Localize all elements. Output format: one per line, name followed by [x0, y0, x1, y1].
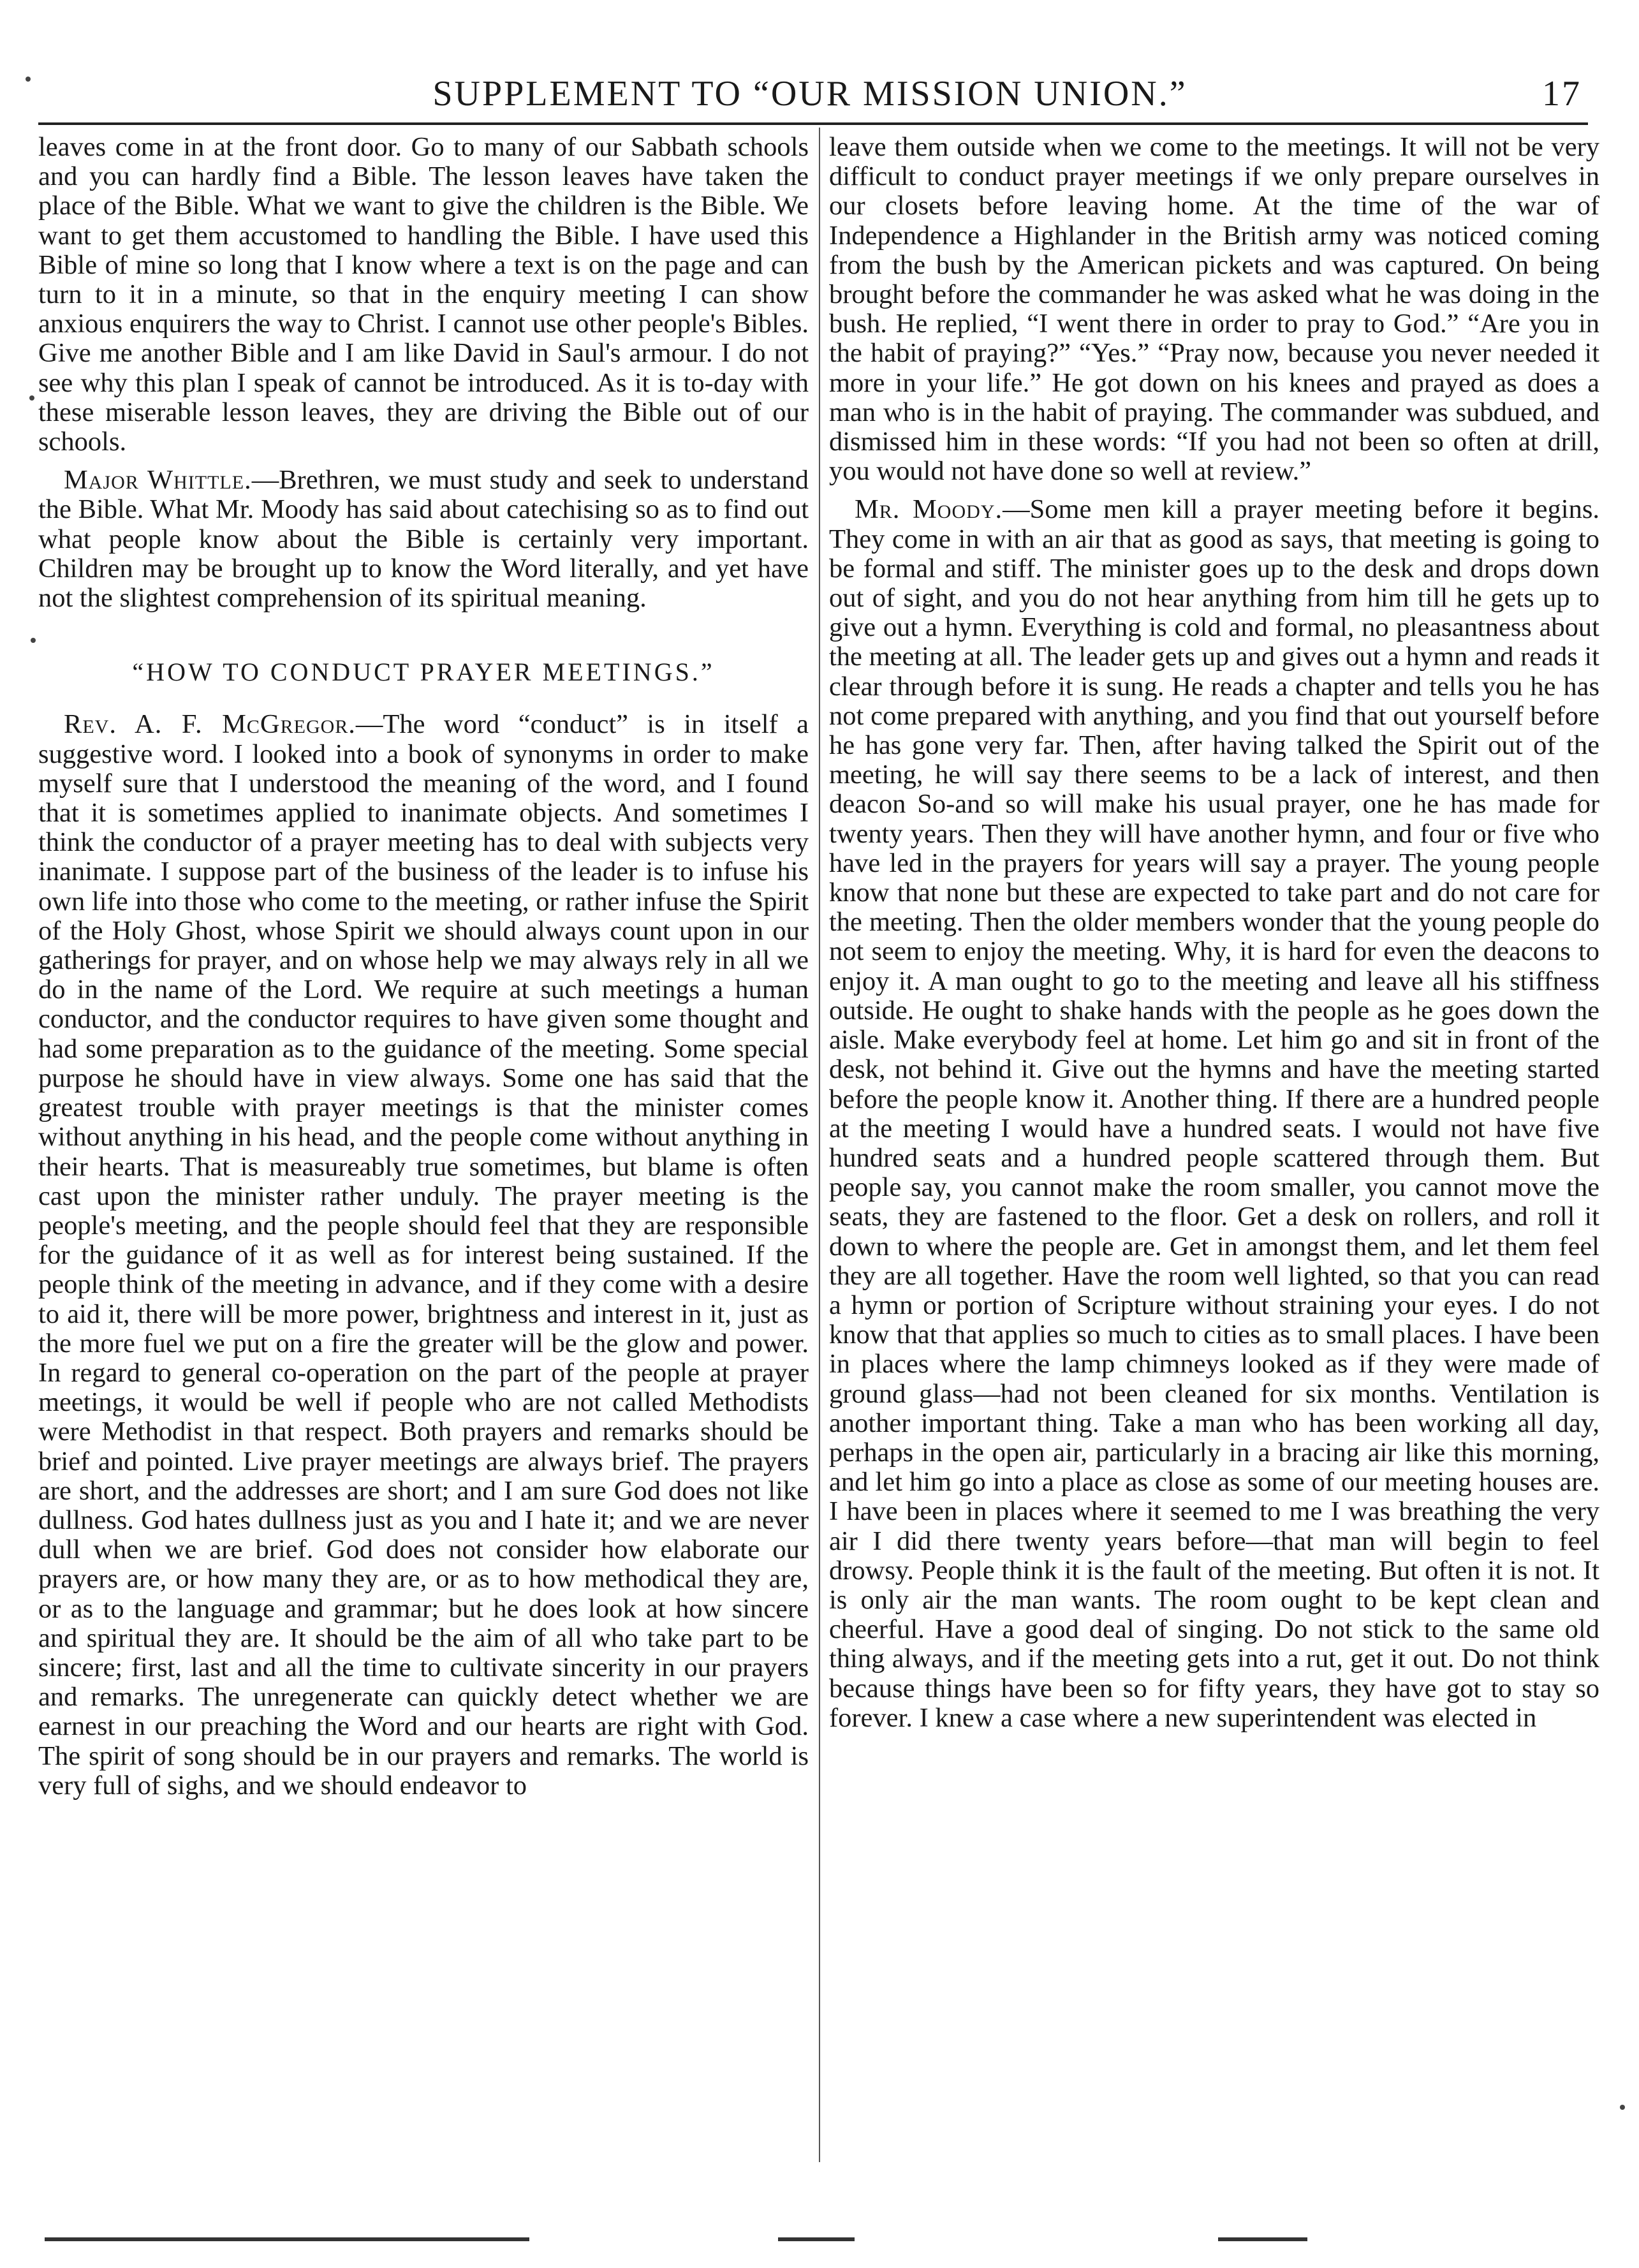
column-rule — [819, 128, 820, 2162]
page-number: 17 — [1542, 74, 1582, 114]
bottom-rule-segment — [1218, 2237, 1307, 2241]
section-heading: “HOW TO CONDUCT PRAYER MEETINGS.” — [132, 658, 715, 687]
bottom-edge-rules — [45, 2237, 1588, 2241]
right-paragraph-continued: leave them outside when we come to the meetings. It will not be very difficult to conduct prayer meetings if we only prepare ourselves in our closets before leaving home. At the time of the war of Independence a Highlander in the British army was noticed coming from the bush by the American pickets and was captured. On being brought before the commander he was asked what he was doing in the bush. He replied, “I went there in order to pray to God.” “Are you in the habit of praying?” “Yes.” “Pray now, because you never needed it more in your life.” He got down on his knees and prayed as does a man who is in the habit of praying. The commander was subdued, and dismissed him in these words: “If you had not been so often at drill, you would not have done so well at review.” — [829, 132, 1599, 487]
paragraph-text: —Some men kill a prayer meeting before it begins. They come in with an air that as good as says, that meeting is going to be formal and stiff. The minister goes up to the desk and drops down out of sight, and you do not hear anything from him till he gets up to give out a hymn. Everything is cold and formal, no pleasantness about the meeting at all. The leader gets up and gives out a hymn and reads it clear through before it is sung. He reads a chapter and tells you he has not come prepared with anything, and you find that out yourself before he has gone very far. Then, after having talked the Spirit out of the meeting, he will say there seems to be a lack of interest, and then deacon So-and so will make his usual prayer, one he has made for twenty years. Then they will have another hymn, and four or five who have led in the prayers for years will say a prayer. The young people know that none but these are expected to take part and do not care for the meeting. Then the older members wonder that the young people do not seem to enjoy the meeting. Why, it is hard for even the deacons to enjoy it. A man ought to go to the meeting and leave all his stiffness outside. He ought to shake hands with the people as he goes down the aisle. Make everybody feel at home. Let him go and sit in front of the desk, not behind it. Give out the hymns and have the meeting started before the people know it. Another thing. If there are a hundred people at the meeting I would have a hundred seats. I would not have five hundred seats and a hundred people scattered through them. But people say, you cannot make the room smaller, you cannot move the seats, they are fastened to the floor. Get a desk on rollers, and roll it down to where the people are. Get in amongst them, and let them feel they are all together. Have the room well lighted, so that you can read a hymn or portion of Scripture without straining your eyes. I do not know that that applies so much to cities as to small places. I have been in places where the lamp chimneys looked as if they were made of ground glass—had not been cleaned for six months. Ventilation is another important thing. Take a man who has been working all day, perhaps in the open air, particularly in a bracing air like this morning, and let him go into a place as close as some of our meeting houses are. I have been in places where it seemed to me I was breathing the very air I did there twenty years before—that man will begin to feel drowsy. People think it is the fault of the meeting. But often it is not. It is only air the man wants. The room ought to be kept clean and cheerful. Have a good deal of singing. Do not stick to the same old thing always, and if the meeting gets into a rut, get it out. Do not think because things have been so for fifty years, they have got to stay so forever. I knew a case where a new superintendent was elected in — [829, 494, 1599, 1733]
margin-speck — [31, 638, 36, 643]
running-title: SUPPLEMENT TO “OUR MISSION UNION.” — [432, 74, 1187, 114]
header-rule — [38, 122, 1588, 125]
paragraph-text: —The word “conduct” is in itself a suggestive word. I looked into a book of synonyms in order to make myself sure that I understood the meaning of the word, and I found that it is sometimes applied to inanimate objects. And sometimes I think the conductor of a prayer meeting has to deal with subjects very inanimate. I suppose part of the business of the leader is to infuse his own life into those who come to the meeting, or rather infuse the Spirit of the Holy Ghost, whose Spirit we should always count upon in our gatherings for prayer, and on whose help we may always rely in all we do in the name of the Lord. We require at such meetings a human conductor, and the conductor requires to have given some thought and had some preparation as to the guidance of the meeting. Some special purpose he should have in view always. Some one has said that the greatest trouble with prayer meetings is that the minister comes without anything in his head, and the people come without anything in their hearts. That is measureably true sometimes, but blame is often cast upon the minister rather unduly. The prayer meeting is the people's meeting, and the people should feel that they are responsible for the guidance of it as well as for interest being sustained. If the people think of the meeting in advance, and if they come with a desire to aid it, there will be more power, brightness and interest in it, just as the more fuel we put on a fire the greater will be the glow and power. In regard to general co-operation on the part of the people at prayer meetings, it would be well if people who are not called Methodists were Methodist in that respect. Both prayers and remarks should be brief and pointed. Live prayer meetings are always brief. The prayers are short, and the addresses are short; and I am sure God does not like dullness. God hates dullness just as you and I hate it; and we are never dull when we are brief. God does not consider how elaborate our prayers are, or how many they are, or as to how methodical they are, or as to the language and grammar; but he does look at how sincere and spiritual they are. It should be the aim of all who take part to be sincere; first, last and all the time to cultivate sincerity in our prayers and remarks. The unregenerate can quickly detect whether we are earnest in our preaching the Word and our hearts are right with God. The spirit of song should be in our prayers and remarks. The world is very full of sighs, and we should endeavor to — [38, 709, 809, 1800]
right-column — [829, 133, 1599, 2174]
right-paragraph-moody — [829, 495, 1599, 1733]
paragraph-text: —Brethren, we must study and seek to understand the Bible. What Mr. Moody has said about catechising so as to find out what people know about the Bible is certainly very important. Children may be brought up to know the Word literally, and yet have not the slightest comprehension of its spiritual meaning. — [38, 465, 809, 614]
left-column — [38, 133, 809, 2174]
left-paragraph-whittle — [38, 466, 809, 613]
speaker-name: Major Whittle. — [64, 465, 252, 496]
bottom-rule-segment — [778, 2237, 855, 2241]
left-paragraph-continued: leaves come in at the front door. Go to many of our Sabbath schools and you can hardly find a Bible. The lesson leaves have taken the place of the Bible. What we want to give the children is the Bible. We want to get them accustomed to handling the Bible. I have used this Bible of mine so long that I know where a text is on the page and can turn to it in a minute, so that in the enquiry meeting I can show anxious enquirers the way to Christ. I cannot use other people's Bibles. Give me another Bible and I am like David in Saul's armour. I do not see why this plan I speak of cannot be introduced. As it is to-day with these miserable lesson leaves, they are driving the Bible out of our schools. — [38, 132, 809, 457]
margin-speck — [1620, 2105, 1625, 2110]
margin-speck — [29, 395, 34, 401]
margin-speck — [26, 77, 31, 82]
running-head — [38, 73, 1582, 124]
left-paragraph-mcgregor — [38, 710, 809, 1800]
speaker-name: Rev. A. F. McGregor. — [64, 709, 356, 740]
bottom-rule-segment — [45, 2237, 529, 2241]
speaker-name: Mr. Moody. — [855, 494, 1003, 525]
